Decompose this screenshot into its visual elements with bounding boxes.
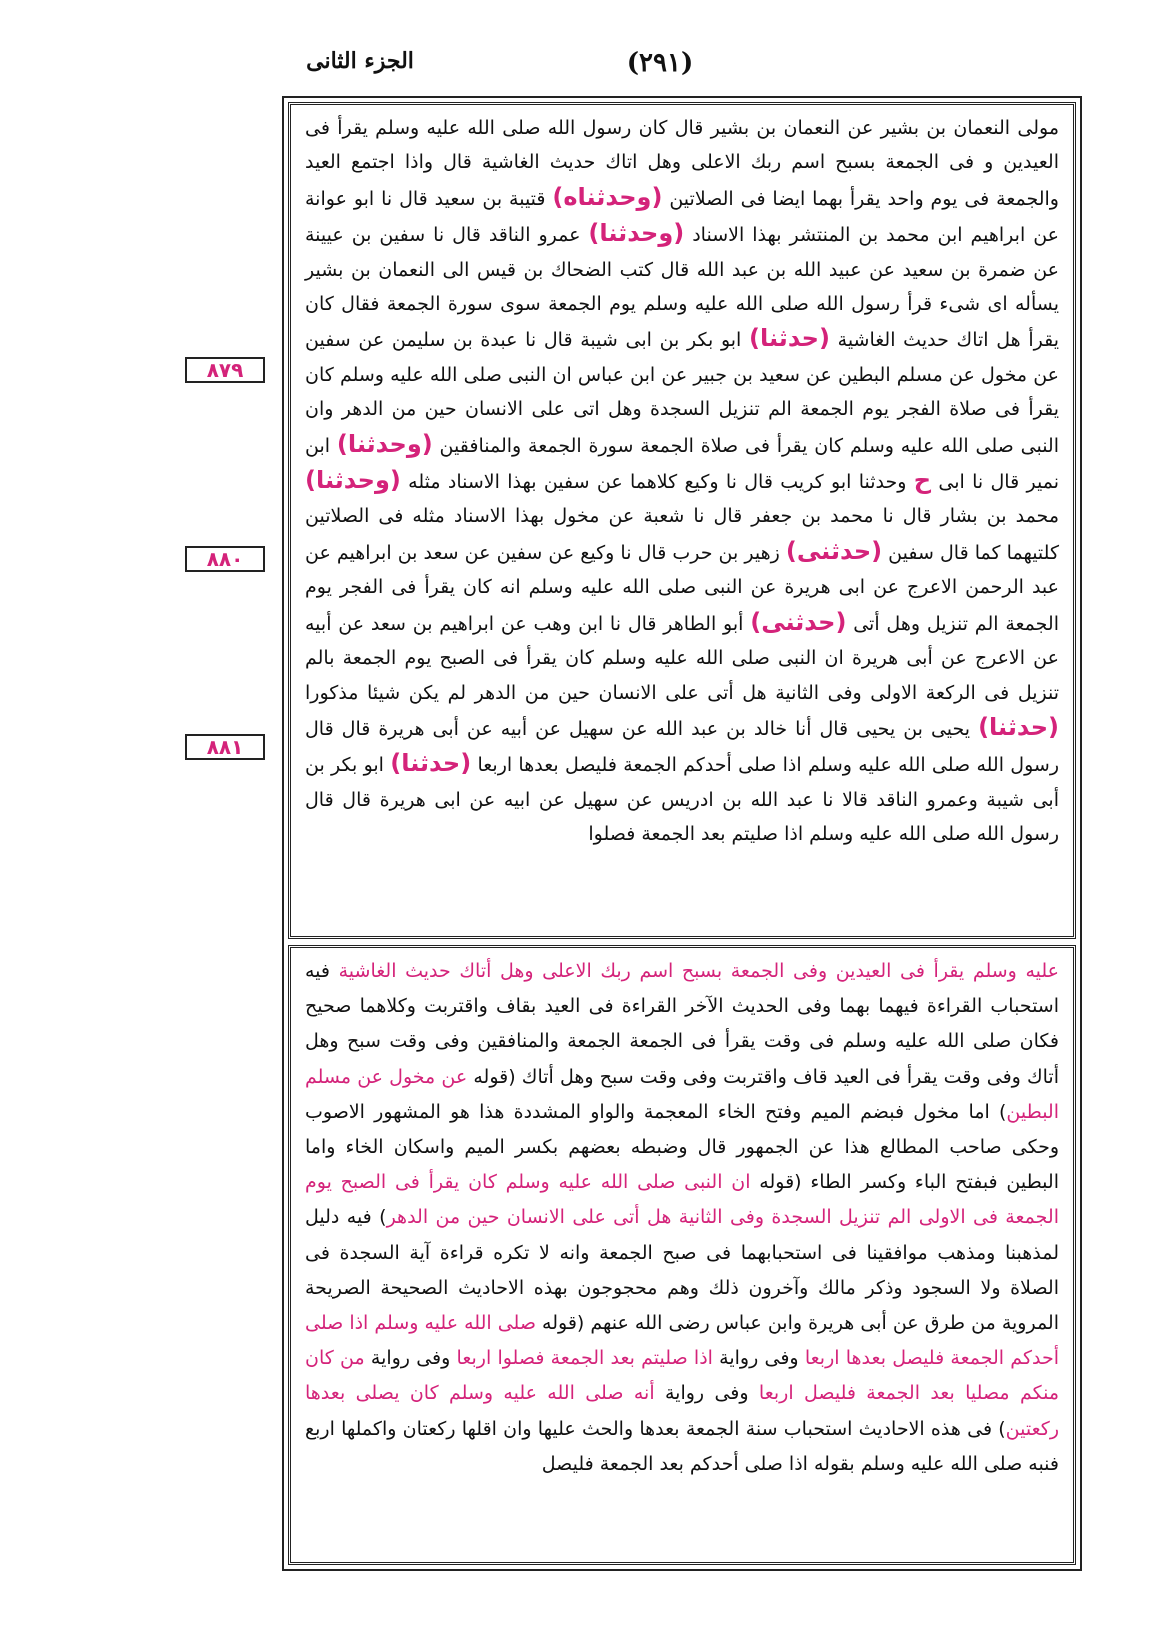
narration-marker: (حدثنی) [750,607,847,636]
text-segment: ) فی هذه الاحادیث استحباب سنة الجمعة بعدها والحث علیها وان اقلها ركعتان واكملها اربع فنبه صلی الله علیه وسلم بقوله اذا صلی أحدكم بعد الجمعة فلیصل [305,1417,1059,1475]
hadith-number-879: ۸۷۹ [185,357,265,383]
text-segment: ابو بكر بن ابی شیبة قال نا عبدة بن سلیمن عن سفین عن مخول عن مسلم البطین عن سعید بن جبیر عن ابن عباس ان النبی صلی الله علیه وسلم كان یقرأ فی صلاة الفجر یوم الجمعة الم تنزیل السجدة وهل اتی علی الانسان حین من الدهر وان النبی صلی الله علیه وسلم كان یقرأ فی صلاة الجمعة سورة الجمعة والمنافقین [305,329,1059,457]
narration-marker: (وحدثنا) [305,466,401,495]
text-segment: فیه استحباب القراءة فیهما بهما وفی الحدیث الآخر القراءة فی العید بقاف واقتربت وكلاهما صحیح فكان صلی الله علیه وسلم فی وقت یقرأ فی الجمعة الجمعة والمنافقین وفی وقت سبح وهل أتاك وفی وقت یقرأ فی العید قاف واقتربت وفی وقت سبح وهل أتاك (قوله [305,960,1060,1088]
text-segment: مولی النعمان بن بشیر عن النعمان بن بشیر قال کان رسول الله صلی الله علیه وسلم یقرأ فی العیدین و فی الجمعة بسبح اسم ربك الاعلی وهل اتاك حدیث الغاشیة قال واذا اجتمع العید والجمعة فی یوم واحد یقرأ بهما ایضا فی الصلاتین [305,117,1059,210]
narration-marker: (وحدثنا) [336,429,433,458]
narration-marker: (حدثنا) [978,712,1059,741]
text-segment: زهیر بن حرب قال نا وكیع عن سفین عن سعد بن ابراهیم عن عبد الرحمن الاعرج عن ابی هریرة عن النبی صلی الله علیه وسلم انه كان یقرأ فی الفجر یوم الجمعة الم تنزیل وهل أتی [305,541,1059,635]
hadith-number-880: ۸۸۰ [185,546,265,572]
narration-marker: (وحدثناه) [552,182,663,211]
text-segment: وفی روایة [712,1347,805,1370]
quoted-text: علیه وسلم یقرأ فی العیدین وفی الجمعة بسبح اسم ربك الاعلی وهل أتاك حدیث الغاشیة [338,960,1059,982]
text-segment: ) اما مخول فبضم المیم وفتح الخاء المعجمة والواو المشددة هذا هو المشهور الاصوب وحكی صاحب المطالع هذا عن الجمهور قال وضبطه بعضهم بكسر المیم واسكان الخاء واما البطین فبفتح الباء وكسر الطاء (قوله [305,1100,1059,1194]
quoted-text: صلی الله علیه وسلم اذا صلی أحدكم الجمعة فلیصل بعدها اربعا [305,1312,1059,1370]
text-segment: عمرو الناقد قال نا سفین بن عیینة عن ضمرة بن سعید عن عبید الله بن عبد الله قال كتب الضحاك بن قیس الی النعمان بن بشیر یسأله ای شیء قرأ رسول الله صلی الله علیه وسلم یوم الجمعة سوی سورة الجمعة فقال كان یقرأ هل اتاك حدیث الغاشیة [305,224,1059,352]
quoted-text: اذا صلیتم بعد الجمعة فصلوا اربعا [456,1347,713,1370]
quoted-text: من كان منكم مصلیا بعد الجمعة فلیصل اربعا [305,1347,1060,1405]
commentary-text [291,948,1073,1482]
commentary-box [288,945,1076,1565]
text-segment: ) فیه دلیل لمذهبنا ومذهب موافقینا فی استحبابهما فی صبح الجمعة وانه لا تكره قراءة آیة السجدة فی الصلاة ولا السجود وذكر مالك وآخرون ذلك وهم محجوجون بهذه الاحادیث الصحیحة الصریحة المرویة من طرق عن أبی هریرة وابن عباس رضی الله عنهم (قوله [305,1206,1059,1335]
text-segment: محمد بن بشار قال نا محمد بن جعفر قال نا شعبة عن مخول بهذا الاسناد مثله فی الصلاتین كلتیهما كما قال سفین [305,505,1059,564]
narration-marker: (حدثنا) [749,324,830,353]
text-segment: وفی روایة [654,1382,759,1405]
text-segment: أبو الطاهر قال نا ابن وهب عن ابراهیم بن سعد عن أبیه عن الاعرج عن أبی هریرة ان النبی صلی الله علیه وسلم كان یقرأ فی الصبح یوم الجمعة بالم تنزیل فی الركعة الاولی وفی الثانیة هل أتی علی الانسان حین من الدهر لم یكن شیئا مذكورا [305,612,1059,704]
narration-marker: ح [913,466,932,495]
narration-marker: (وحدثنا) [588,219,685,248]
narration-marker: (حدثنا) [390,749,472,778]
quoted-text: عن مخول عن مسلم البطین [305,1065,1059,1123]
narration-marker: (حدثنی) [785,536,883,565]
hadith-text [291,105,1073,852]
text-segment: وحدثنا ابو كریب قال نا وكیع كلاهما عن سفین بهذا الاسناد مثله [400,471,914,494]
text-segment: وفی روایة [364,1347,457,1370]
part-title: الجزء الثانی [306,48,414,74]
text-segment: قتیبة بن سعید قال نا ابو عوانة عن ابراهیم ابن محمد بن المنتشر بهذا الاسناد [305,187,1060,247]
text-segment: ابو بكر بن أبی شیبة وعمرو الناقد قالا نا عبد الله بن ادریس عن سهیل عن ابیه عن ابی هریرة قال قال رسول الله صلی الله علیه وسلم اذا صلیتم بعد الجمعة فصلوا [305,754,1059,846]
hadith-text-box [288,102,1076,939]
text-segment: یحیی بن یحیی قال أنا خالد بن عبد الله عن سهیل عن أبیه عن أبی هریرة قال قال رسول الله صلی الله علیه وسلم اذا صلی أحدكم الجمعة فلیصل بعدها اربعا [305,717,1059,777]
page-number: (۲۹۱) [626,48,694,78]
hadith-number-881: ۸۸۱ [185,734,265,760]
text-segment: ابن نمیر قال نا ابی [305,434,1059,494]
quoted-text: ان النبی صلی الله علیه وسلم كان یقرأ فی الصبح یوم الجمعة فی الاولی الم تنزیل السجدة وفی الثانیة هل أتی علی الانسان حین من الدهر [305,1171,1059,1229]
quoted-text: أنه صلی الله علیه وسلم كان یصلی بعدها ركعتین [305,1382,1059,1440]
